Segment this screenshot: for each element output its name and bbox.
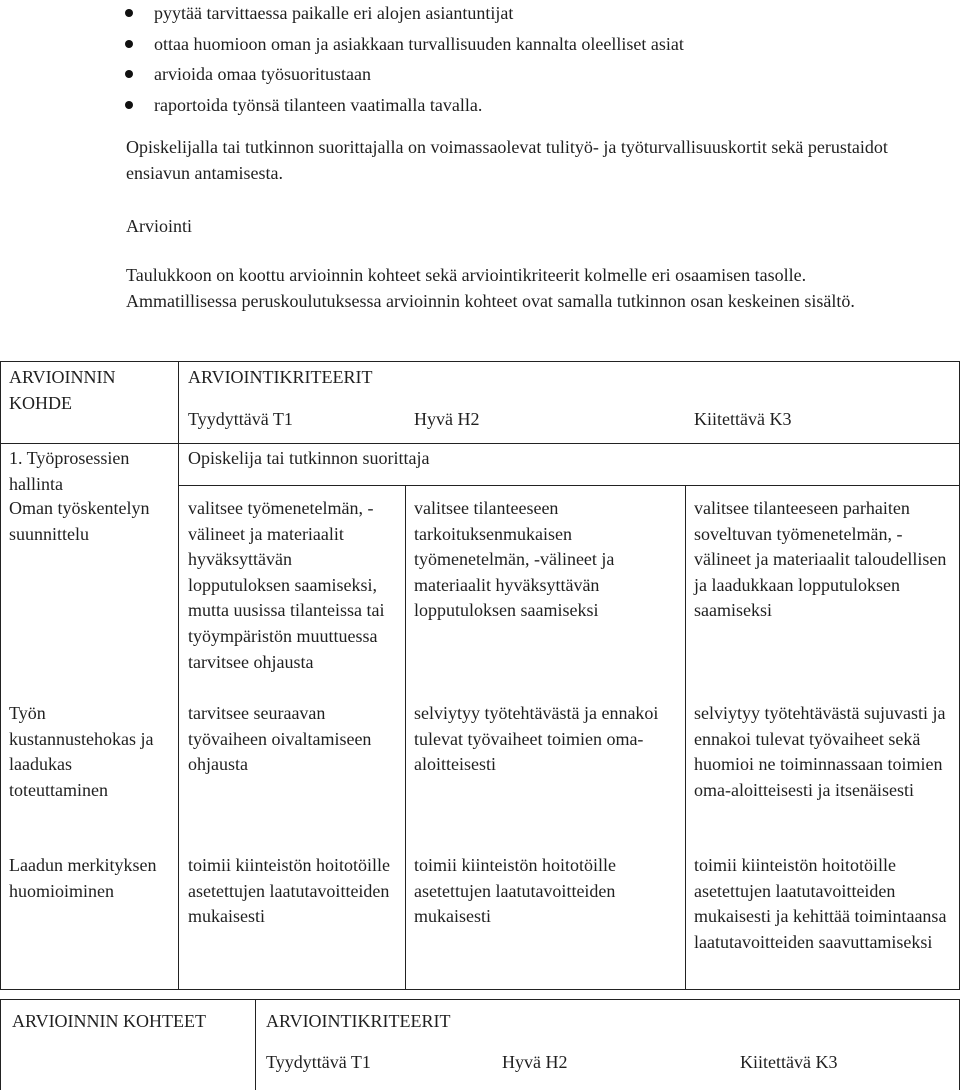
level-k3: Kiitettävä K3 — [694, 409, 792, 429]
paragraph-cards: Opiskelijalla tai tutkinnon suorittajalla on voimassaolevat tulityö- ja työturvallisuuskortit sekä perustaidot ensiavun antamisesta. — [126, 137, 888, 183]
bullet-list — [120, 0, 684, 122]
criteria-t1: tarvitsee seuraavan työvaiheen oivaltamiseen ohjausta — [188, 703, 372, 775]
kohde-cell: Työn kustannustehokas ja laadukas toteuttaminen — [9, 703, 154, 800]
list-item: raportoida työnsä tilanteen vaatimalla tavalla. — [120, 92, 684, 123]
column-header-kohteet: ARVIOINNIN KOHTEET — [12, 1011, 207, 1031]
table-border — [0, 989, 960, 990]
criteria-h2: toimii kiinteistön hoitotöille asetettujen laatutavoitteiden mukaisesti — [414, 855, 616, 927]
paragraph-sentence: Ammatillisessa peruskoulutuksessa arvioinnin kohteet ovat samalla tutkinnon osan keskeinen sisältö. — [126, 291, 855, 311]
table-border — [0, 999, 960, 1000]
kohde-cell: Laadun merkityksen huomioiminen — [9, 855, 157, 901]
level-t1: Tyydyttävä T1 — [266, 1052, 371, 1072]
table-border — [178, 361, 179, 989]
list-item: pyytää tarvittaessa paikalle eri alojen asiantuntijat — [120, 0, 684, 31]
column-header-kriteerit: ARVIOINTIKRITEERIT — [188, 367, 373, 387]
kohde-cell: Oman työskentelyn suunnittelu — [9, 498, 150, 544]
level-k3: Kiitettävä K3 — [740, 1052, 838, 1072]
paragraph-table-intro — [126, 262, 946, 314]
paragraph-sentence: Taulukkoon on koottu arvioinnin kohteet sekä arviointikriteerit kolmelle eri osaamisen tasolle. — [126, 265, 807, 285]
level-t1: Tyydyttävä T1 — [188, 409, 293, 429]
table-border — [0, 999, 1, 1090]
level-h2: Hyvä H2 — [414, 409, 480, 429]
heading-arviointi: Arviointi — [126, 216, 192, 236]
table-border — [0, 361, 1, 989]
criteria-k3: valitsee tilanteeseen parhaiten soveltuvan työmenetelmän, -välineet ja materiaalit taloudellisen ja laadukkaan lopputuloksen saamiseksi — [694, 498, 947, 621]
criteria-k3: selviytyy työtehtävästä sujuvasti ja ennakoi tulevat työvaiheet sekä huomioi ne toiminnassaan toimien oma-aloitteisesti ja itsenäisesti — [694, 703, 946, 800]
table-border — [0, 361, 960, 362]
bullet-icon — [125, 40, 133, 48]
table-border — [178, 485, 960, 486]
criteria-t1: toimii kiinteistön hoitotöille asetettujen laatutavoitteiden mukaisesti — [188, 855, 390, 927]
list-item: ottaa huomioon oman ja asiakkaan turvallisuuden kannalta oleelliset asiat — [120, 31, 684, 62]
table-border — [0, 443, 960, 444]
section-title: 1. Työprosessien hallinta — [9, 448, 130, 494]
criteria-k3: toimii kiinteistön hoitotöille asetettujen laatutavoitteiden mukaisesti ja kehittää toimintaansa laatutavoitteiden saavuttamiseksi — [694, 855, 947, 952]
bullet-icon — [125, 101, 133, 109]
criteria-h2: selviytyy työtehtävästä ja ennakoi tulevat työvaiheet toimien oma-aloitteisesti — [414, 703, 659, 775]
column-header-kohde: ARVIOINNIN KOHDE — [9, 367, 116, 413]
table-border — [255, 999, 256, 1090]
column-header-kriteerit: ARVIOINTIKRITEERIT — [266, 1011, 451, 1031]
table-border — [685, 485, 686, 989]
criteria-t1: valitsee työmenetelmän, -välineet ja materiaalit hyväksyttävän lopputuloksen saamiseksi, mutta uusissa tilanteissa tai työympäristön muuttuessa tarvitsee ohjausta — [188, 498, 385, 672]
list-item: arvioida omaa työsuoritustaan — [120, 61, 684, 92]
criteria-intro: Opiskelija tai tutkinnon suorittaja — [188, 448, 430, 468]
criteria-h2: valitsee tilanteeseen tarkoituksenmukaisen työmenetelmän, -välineet ja materiaalit hyväksyttävän lopputuloksen saamiseksi — [414, 498, 615, 621]
bullet-icon — [125, 9, 133, 17]
level-h2: Hyvä H2 — [502, 1052, 568, 1072]
table-border — [405, 485, 406, 989]
bullet-icon — [125, 70, 133, 78]
